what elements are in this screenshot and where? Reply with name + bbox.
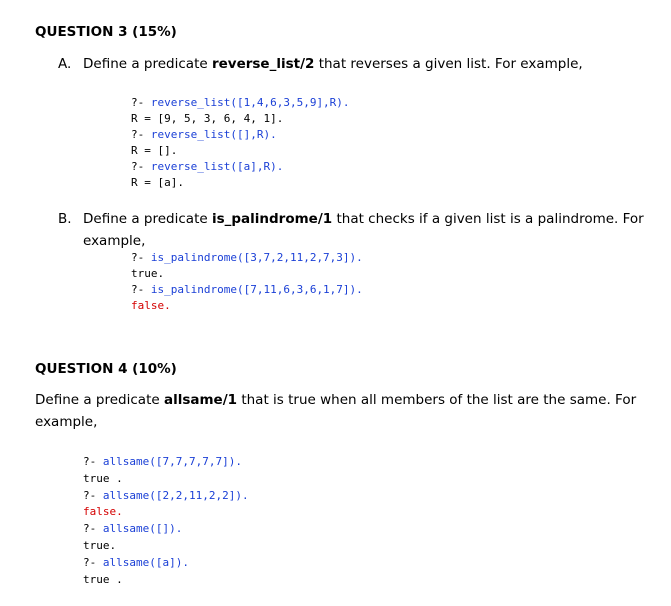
code-line: ?- is_palindrome([7,11,6,3,6,1,7]). [131, 283, 363, 296]
code-line: ?- reverse_list([],R). [131, 128, 277, 141]
code-line: R = [a]. [131, 176, 184, 189]
code-line: ?- reverse_list([a],R). [131, 160, 284, 173]
code-line: true . [83, 471, 123, 485]
code-line: ?- allsame([]). [83, 522, 183, 536]
code-line: ?- allsame([2,2,11,2,2]). [83, 488, 249, 502]
code-line: ?- allsame([a]). [83, 555, 189, 569]
code-line: false. [83, 505, 123, 519]
code-line: true. [83, 538, 117, 552]
code-line: false. [131, 299, 171, 312]
code-line: ?- is_palindrome([3,7,2,11,2,7,3]). [131, 251, 363, 264]
code-line: R = []. [131, 144, 178, 157]
code-line: ?- allsame([7,7,7,7,7]). [83, 455, 242, 468]
q4-title: QUESTION 4 (10%) [35, 361, 177, 377]
q3a-prompt: Define a predicate reverse_list/2 that reverses a given list. For example, [83, 56, 583, 72]
code-line: R = [9, 5, 3, 6, 4, 1]. [131, 112, 284, 125]
q3b-code-block [131, 250, 363, 314]
q3b-marker: B. [58, 211, 72, 227]
code-line: true. [131, 267, 165, 280]
q4-predicate: allsame/1 [163, 392, 238, 408]
q4-prompt-line2: example, [35, 414, 98, 430]
q3b-prompt: Define a predicate is_palindrome/1 that checks if a given list is a palindrome. For [83, 211, 644, 227]
q3a-marker: A. [58, 56, 72, 72]
q4-prompt: Define a predicate allsame/1 that is true when all members of the list are the same. For [35, 392, 637, 408]
q3a-predicate: reverse_list/2 [211, 56, 315, 72]
q3b-predicate: is_palindrome/1 [211, 211, 333, 227]
code-line: true . [83, 572, 123, 586]
q4-code-block [83, 454, 249, 588]
q3a-code-block [131, 95, 350, 191]
q3-title: QUESTION 3 (15%) [35, 24, 177, 40]
q3b-prompt-line2: example, [83, 233, 146, 249]
code-line: ?- reverse_list([1,4,6,3,5,9],R). [131, 96, 350, 109]
